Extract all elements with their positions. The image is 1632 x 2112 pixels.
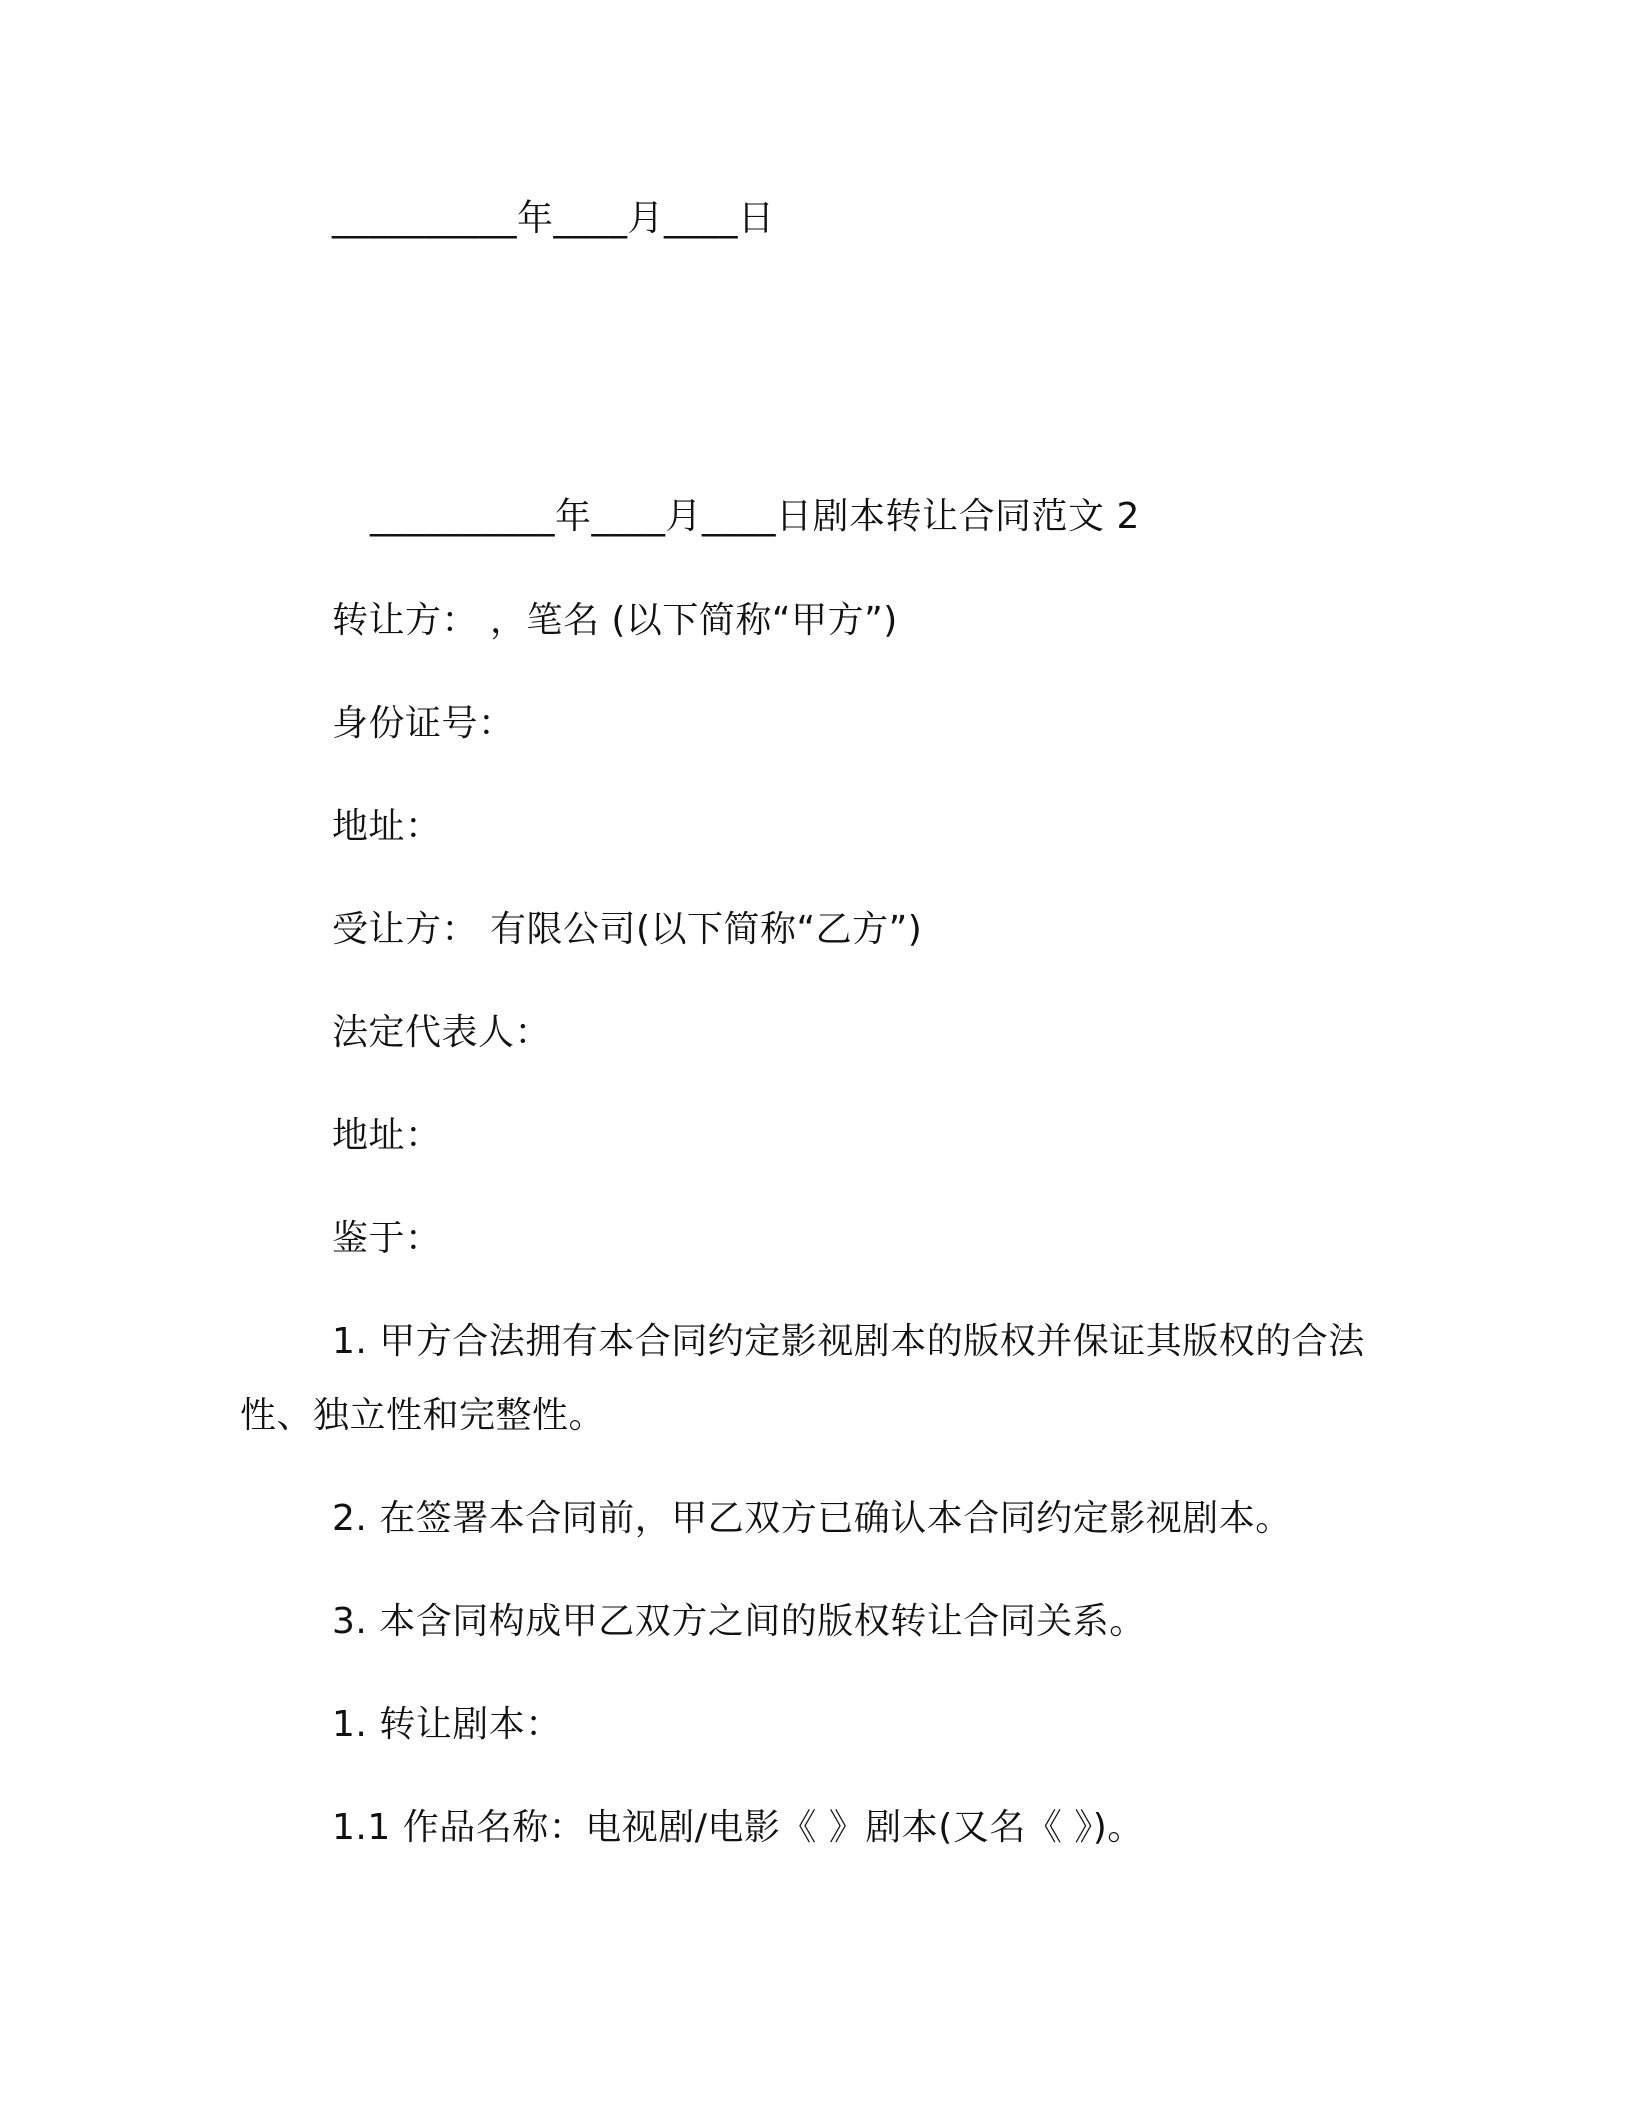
whereas-line: 鉴于： <box>332 1218 442 1259</box>
legal-representative-line: 法定代表人： <box>332 1012 552 1053</box>
clause-1-line-2: 性、独立性和完整性。 <box>240 1395 606 1436</box>
clause-1-line-1: 1. 甲方合法拥有本合同约定影视剧本的版权并保证其版权的合法 <box>332 1321 1365 1362</box>
transferee-line: 受让方： 有限公司(以下简称“乙方”) <box>332 909 923 950</box>
id-number-line: 身份证号： <box>332 703 515 744</box>
clause-3-line: 3. 本含同构成甲乙双方之间的版权转让合同关系。 <box>332 1601 1146 1642</box>
transferor-line: 转让方： ，笔名 (以下简称“甲方”) <box>332 600 898 641</box>
document-heading: __________年____月____日剧本转让合同范文 2 <box>370 496 1140 537</box>
section-1-1-line: 1.1 作品名称：电视剧/电影《 》剧本(又名《 》)。 <box>332 1807 1144 1848</box>
section-1-line: 1. 转让剧本： <box>332 1704 562 1745</box>
clause-2-line: 2. 在签署本合同前，甲乙双方已确认本合同约定影视剧本。 <box>332 1498 1292 1539</box>
date-line: __________年____月____日 <box>332 198 775 239</box>
address-line-1: 地址： <box>332 806 442 847</box>
address-line-2: 地址： <box>332 1115 442 1156</box>
